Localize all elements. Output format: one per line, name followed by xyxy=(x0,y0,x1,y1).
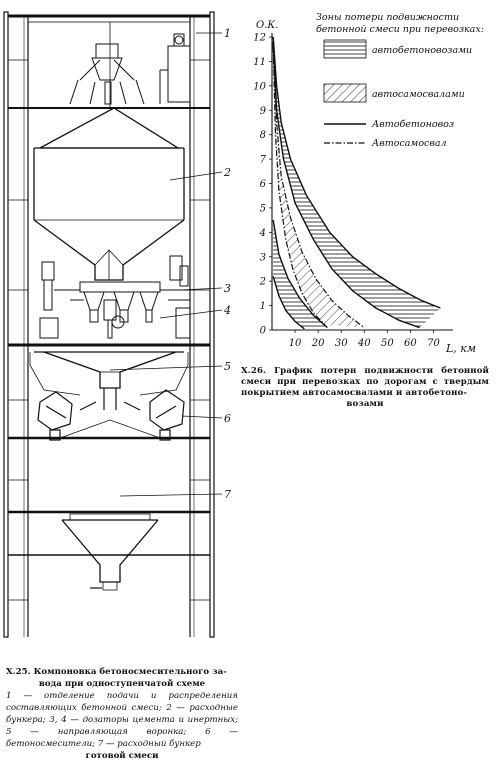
y-tick-label-3: 3 xyxy=(259,252,266,264)
mobility-loss-chart xyxy=(240,0,500,362)
x-tick-label-20: 20 xyxy=(311,338,325,349)
callout-1: 1 xyxy=(224,27,231,40)
y-tick-label-1: 1 xyxy=(259,301,266,313)
legend-swatch-diagonal-hatch xyxy=(324,84,366,102)
y-tick-label-9: 9 xyxy=(259,105,266,117)
callout-4: 4 xyxy=(224,304,231,317)
x-tick-label-60: 60 xyxy=(404,338,417,349)
x-tick-label-50: 50 xyxy=(380,338,394,349)
figure-x26-caption-last: возами xyxy=(346,399,384,409)
y-tick-label-5: 5 xyxy=(259,203,266,215)
zone-autobetonovoz xyxy=(273,37,440,328)
y-tick-label-4: 4 xyxy=(259,227,266,239)
callout-3: 3 xyxy=(224,282,231,295)
x-tick-label-30: 30 xyxy=(334,338,348,349)
legend xyxy=(316,12,484,149)
y-tick-label-12: 12 xyxy=(253,32,266,44)
x-tick-label-70: 70 xyxy=(427,338,440,349)
legend-label-autosamosval: Автосамосвал xyxy=(372,138,447,149)
legend-label-autobetonovoz-zone: автобетоновозами xyxy=(372,45,473,56)
figure-x25-caption-title-2: вода при одноступенчатой схеме xyxy=(38,679,206,689)
legend-swatch-horizontal-hatch xyxy=(324,40,366,58)
callout-7: 7 xyxy=(224,488,231,501)
callout-5: 5 xyxy=(224,360,231,373)
callout-2: 2 xyxy=(224,166,231,179)
y-tick-label-7: 7 xyxy=(259,154,266,166)
figure-x25-caption xyxy=(6,666,238,762)
figure-x25-caption-title: X.25. Компоновка бетоносмесительного за- xyxy=(6,667,227,677)
legend-label-autosamosval-zone: автосамосвалами xyxy=(372,89,465,100)
x-tick-label-40: 40 xyxy=(357,338,371,349)
figure-x26-caption xyxy=(241,366,489,410)
x-axis-label: L, км xyxy=(446,342,476,355)
y-tick-label-0: 0 xyxy=(259,325,266,337)
y-tick-label-11: 11 xyxy=(253,56,266,68)
y-tick-label-6: 6 xyxy=(259,179,266,190)
y-tick-label-10: 10 xyxy=(253,81,266,93)
legend-title-line1: Зоны потери подвижности xyxy=(316,12,460,23)
x-tick-label-10: 10 xyxy=(288,338,302,349)
legend-label-autobetonovoz: Автобетоновоз xyxy=(372,119,455,130)
y-axis-label: О.К. xyxy=(256,20,279,31)
legend-title-line2: бетонной смеси при перевозках: xyxy=(316,24,484,35)
plant-drawing xyxy=(0,0,240,650)
figure-x25-caption-last: готовой смеси xyxy=(85,751,159,761)
figure-x25-caption-body: 1 — отделение подачи и распределения составляющих бетонной смеси; 2 — расходные бункера; 3, 4 — дозаторы цемента и инертных; 5 — направляющая воронка; 6 — бетоносмесители; 7 — расходный бункер xyxy=(6,691,238,749)
callout-6: 6 xyxy=(224,412,231,425)
y-tick-label-2: 2 xyxy=(259,276,266,288)
y-tick-label-8: 8 xyxy=(259,130,266,142)
figure-x26-caption-text: X.26. График потерн подвижности бетонной смеси при перевозках по дорогам с твердым покрытием автосамосвалами и автобетоно- xyxy=(241,366,489,398)
